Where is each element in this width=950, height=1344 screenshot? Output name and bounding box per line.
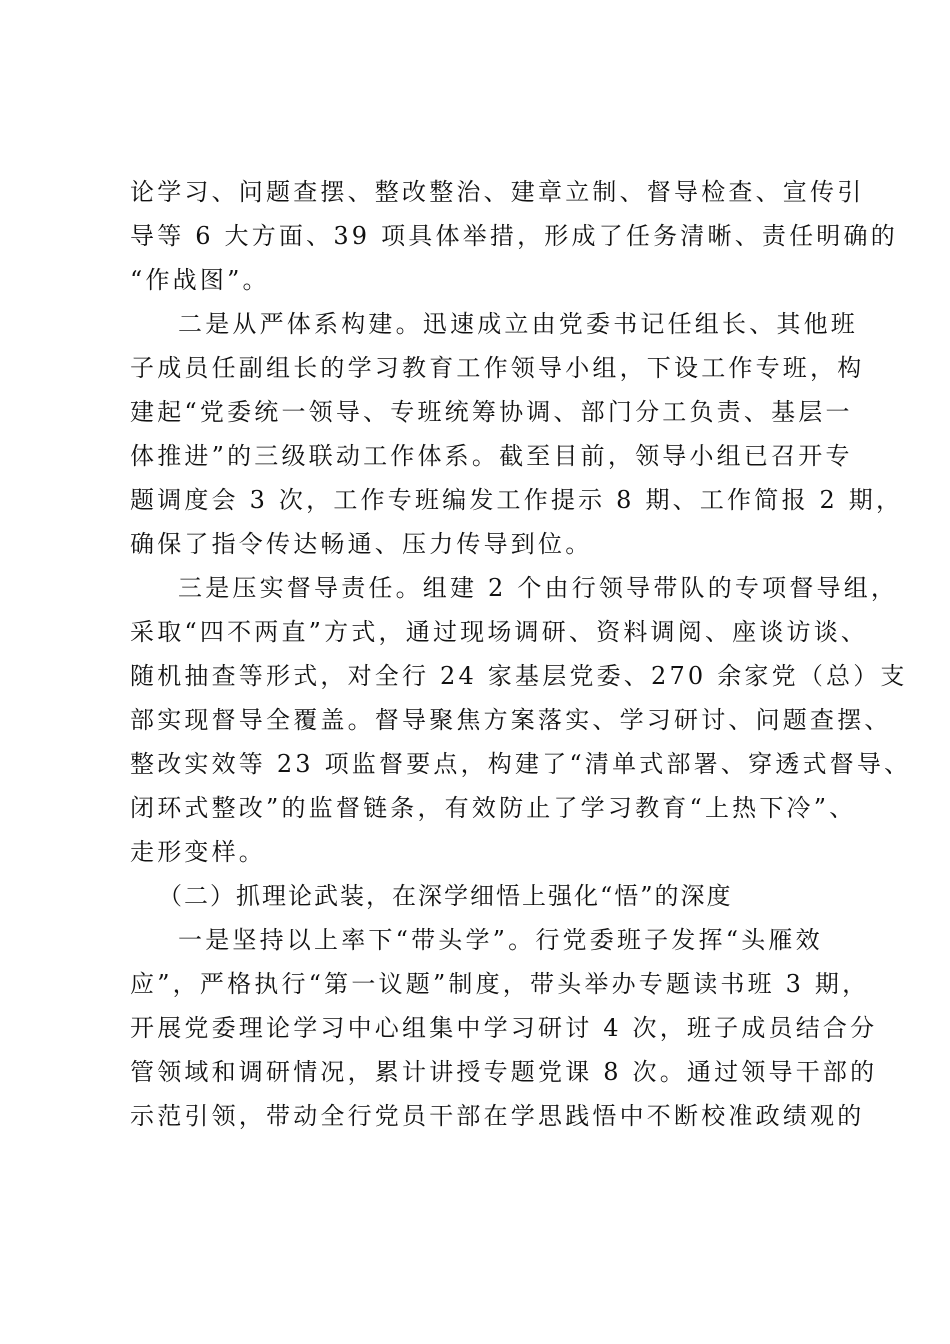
text-line: 管领域和调研情况，累计讲授专题党课 8 次。通过领导干部的 [130,1058,878,1086]
paragraph-start-line: 三是压实督导责任。组建 2 个由行领导带队的专项督导组， [178,574,899,602]
text-line: “作战图”。 [130,266,270,294]
section-heading: （二）抓理论武装，在深学细悟上强化“悟”的深度 [158,882,733,910]
text-line: 走形变样。 [130,838,266,866]
text-line: 导等 6 大方面、39 项具体举措，形成了任务清晰、责任明确的 [130,222,898,250]
text-line: 整改实效等 23 项监督要点，构建了“清单式部署、穿透式督导、 [130,750,912,778]
text-line: 子成员任副组长的学习教育工作领导小组，下设工作专班，构 [130,354,865,382]
text-line: 采取“四不两直”方式，通过现场调研、资料调阅、座谈访谈、 [130,618,869,646]
text-line: 随机抽查等形式，对全行 24 家基层党委、270 余家党（总）支 [130,662,908,690]
text-line: 部实现督导全覆盖。督导聚焦方案落实、学习研讨、问题查摆、 [130,706,892,734]
text-line: 闭环式整改”的监督链条，有效防止了学习教育“上热下冷”、 [130,794,857,822]
text-line: 示范引领，带动全行党员干部在学思践悟中不断校准政绩观的 [130,1102,865,1130]
text-line: 体推进”的三级联动工作体系。截至目前，领导小组已召开专 [130,442,853,470]
text-line: 题调度会 3 次，工作专班编发工作提示 8 期、工作简报 2 期， [130,486,904,514]
paragraph-start-line: 一是坚持以上率下“带头学”。行党委班子发挥“头雁效 [178,926,823,954]
text-line: 论学习、问题查摆、整改整治、建章立制、督导检查、宣传引 [130,178,865,206]
paragraph-start-line: 二是从严体系构建。迅速成立由党委书记任组长、其他班 [178,310,858,338]
text-line: 应”，严格执行“第一议题”制度，带头举办专题读书班 3 期， [130,970,870,998]
text-line: 开展党委理论学习中心组集中学习研讨 4 次，班子成员结合分 [130,1014,878,1042]
text-line: 确保了指令传达畅通、压力传导到位。 [130,530,593,558]
text-line: 建起“党委统一领导、专班统筹协调、部门分工负责、基层一 [130,398,853,426]
